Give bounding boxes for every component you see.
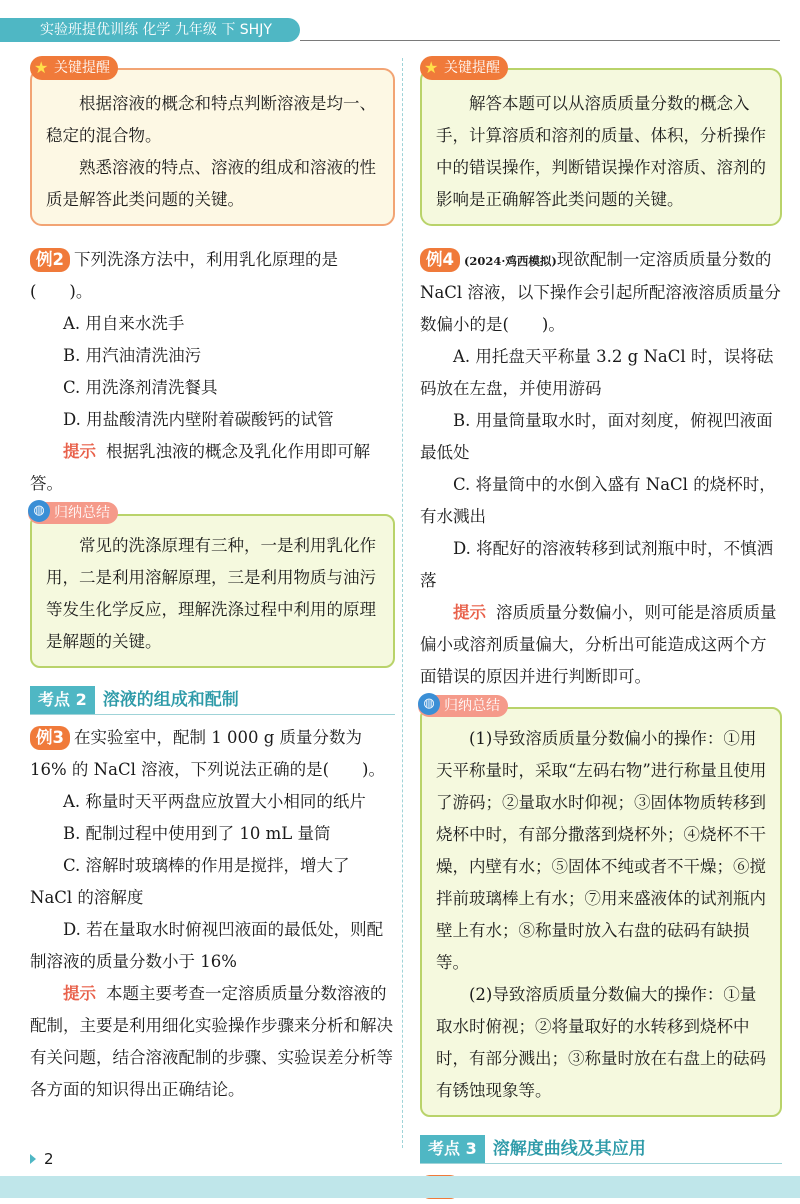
- key-point-3: [420, 1133, 782, 1161]
- left-column: [30, 58, 395, 1106]
- option: C. 溶解时玻璃棒的作用是搅拌，增大了 NaCl 的溶解度: [30, 856, 350, 907]
- example-stem: 例3 在实验室中，配制 1 000 g 质量分数为 16% 的 NaCl 溶液，下列说法正确的是( )。: [30, 728, 385, 779]
- hint-label: 提示: [453, 603, 486, 622]
- summary-text: 常见的洗涤原理有三种，一是利用乳化作用，二是利用溶解原理，三是利用物质与油污等发生化学反应，理解洗涤过程中利用的原理是解题的关键。: [46, 536, 376, 651]
- globe-icon: ◍: [28, 500, 50, 522]
- example-label: 例3: [30, 726, 70, 750]
- example-2: [30, 244, 395, 500]
- key-point-tag: 考点 3: [420, 1135, 485, 1163]
- example-stem: 例2 下列洗涤方法中，利用乳化原理的是( )。: [30, 250, 338, 301]
- example-source: (2024·鸡西模拟): [463, 254, 557, 268]
- hint-label: 提示: [63, 442, 96, 461]
- key-note-box: [30, 58, 395, 226]
- key-note-tag: ★ 关键提醒: [420, 56, 508, 80]
- summary-tag: ◍ 归纳总结: [418, 695, 508, 717]
- option: A. 用托盘天平称量 3.2 g NaCl 时，误将砝码放在左盘，并使用游码: [420, 347, 774, 398]
- header-rule: [300, 40, 780, 41]
- note-text: 根据溶液的概念和特点判断溶液是均一、稳定的混合物。: [46, 94, 376, 145]
- column-divider: [402, 58, 403, 1148]
- header-title: 实验班提优训练 化学 九年级 下 SHJY: [0, 18, 300, 42]
- summary-box: [420, 696, 782, 1117]
- summary-text: (2)导致溶质质量分数偏大的操作：①量取水时俯视；②将量取好的水转移到烧杯中时，有部分溅出；③称量时放在右盘上的砝码有锈蚀现象等。: [436, 985, 766, 1100]
- key-note-box: [420, 58, 782, 226]
- summary-text: (1)导致溶质质量分数偏小的操作：①用天平称量时，采取“左码右物”进行称量且使用了游码；②量取水时仰视；③固体物质转移到烧杯中时，有部分撒落到烧杯外；④烧杯不干燥，内壁有水；⑤固体不纯或者不干燥；⑥搅拌前玻璃棒上有水；⑦用来盛液体的试剂瓶内壁上有水；⑧称量时放入右盘的砝码有缺损等。: [436, 729, 767, 972]
- key-note-tag: ★ 关键提醒: [30, 56, 118, 80]
- hint: 提示 溶质质量分数偏小，则可能是溶质质量偏小或溶剂质量偏大，分析出可能造成这两个方面错误的原因并进行判断即可。: [420, 603, 777, 686]
- hint-label: 提示: [63, 984, 96, 1003]
- example-3: [30, 722, 395, 1106]
- example-label: 例2: [30, 248, 70, 272]
- key-point-tag: 考点 2: [30, 686, 95, 714]
- option: B. 用量筒量取水时，面对刻度，俯视凹液面最低处: [420, 411, 773, 462]
- example-label: 例4: [420, 248, 460, 272]
- example-4: [420, 244, 782, 693]
- summary-box: [30, 503, 395, 668]
- key-point-rule: [30, 714, 395, 715]
- page-number: 2: [30, 1150, 54, 1168]
- footer-band: [0, 1176, 800, 1198]
- option: D. 用盐酸清洗内壁附着碳酸钙的试管: [63, 410, 334, 429]
- hint: 提示 本题主要考查一定溶质质量分数溶液的配制，主要是利用细化实验操作步骤来分析和解决有关问题，结合溶液配制的步骤、实验误差分析等各方面的知识得出正确结论。: [30, 984, 393, 1099]
- globe-icon: ◍: [418, 693, 440, 715]
- star-icon: ★: [424, 58, 439, 77]
- example-stem: 例4 (2024·鸡西模拟)现欲配制一定溶质质量分数的 NaCl 溶液，以下操作会引起所配溶液溶质质量分数偏小的是( )。: [420, 250, 781, 334]
- summary-tag: ◍ 归纳总结: [28, 502, 118, 524]
- key-point-title: 溶解度曲线及其应用: [492, 1139, 646, 1159]
- key-point-2: [30, 684, 395, 712]
- key-point-rule: [420, 1163, 782, 1164]
- option: D. 将配好的溶液转移到试剂瓶中时，不慎洒落: [420, 539, 774, 590]
- star-icon: ★: [34, 58, 49, 77]
- key-point-title: 溶液的组成和配制: [102, 690, 239, 710]
- option: C. 将量筒中的水倒入盛有 NaCl 的烧杯时，有水溅出: [420, 475, 776, 526]
- option: C. 用洗涤剂清洗餐具: [63, 378, 218, 397]
- note-text: 解答本题可以从溶质质量分数的概念入手，计算溶质和溶剂的质量、体积，分析操作中的错误操作，判断错误操作对溶质、溶剂的影响是正确解答此类问题的关键。: [436, 94, 766, 209]
- option: A. 用自来水洗手: [63, 314, 185, 333]
- page-header: [0, 14, 800, 46]
- option: A. 称量时天平两盘应放置大小相同的纸片: [63, 792, 366, 811]
- hint: 提示 根据乳浊液的概念及乳化作用即可解答。: [30, 442, 370, 493]
- right-column: [420, 58, 782, 1204]
- note-text: 熟悉溶液的特点、溶液的组成和溶液的性质是解答此类问题的关键。: [46, 158, 376, 209]
- option: D. 若在量取水时俯视凹液面的最低处，则配制溶液的质量分数小于 16%: [30, 920, 384, 971]
- option: B. 配制过程中使用到了 10 mL 量筒: [63, 824, 331, 843]
- option: B. 用汽油清洗油污: [63, 346, 202, 365]
